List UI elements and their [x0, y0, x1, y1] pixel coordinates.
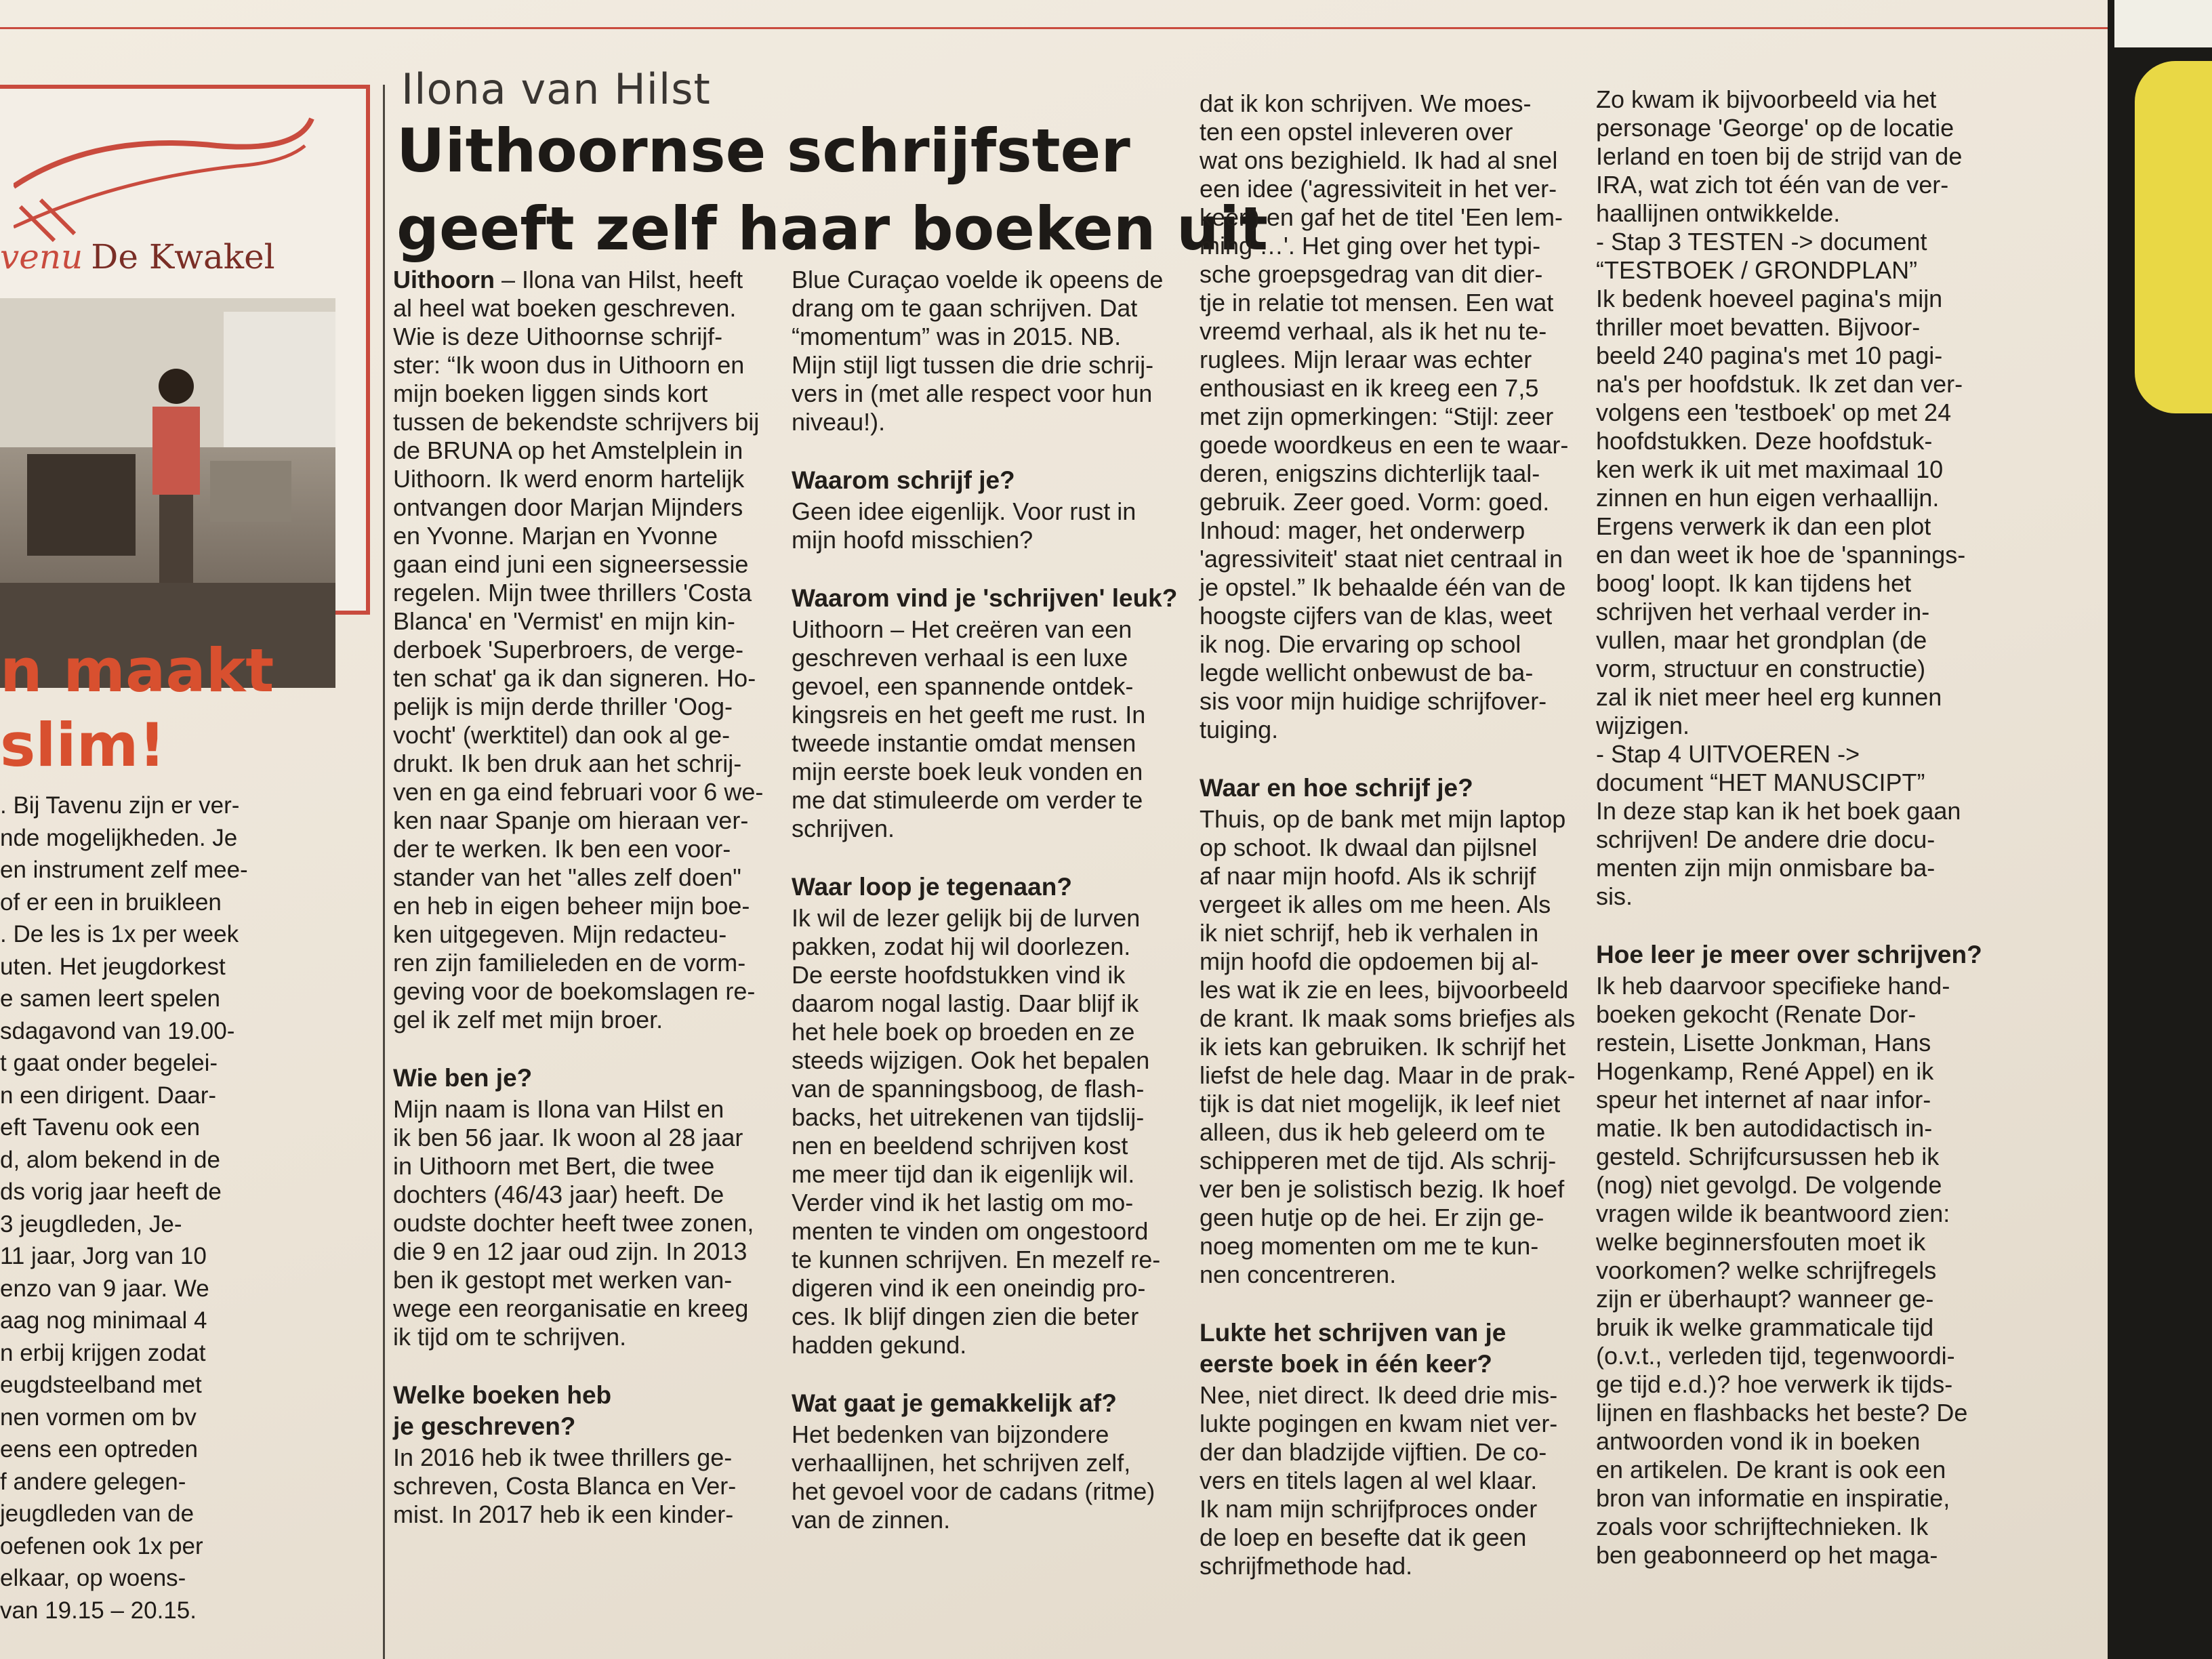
- text-line: (o.v.t., verleden tijd, tegenwoordi-: [1596, 1342, 1955, 1370]
- sidebar-photo: [0, 298, 335, 688]
- text-line: ik niet schrijf, heb ik verhalen in: [1200, 919, 1539, 947]
- question-heading: Waar en hoe schrijf je?: [1200, 774, 1473, 802]
- text-line: ken werk ik uit met maximaal 10: [1596, 455, 1944, 483]
- text-line: Uithoorn. Ik werd enorm hartelijk: [393, 465, 745, 493]
- text-line: personage 'George' op de locatie: [1596, 114, 1954, 142]
- text-line: thriller moet bevatten. Bijvoor-: [1596, 313, 1921, 341]
- text-line: ver ben je solistisch bezig. Ik hoef: [1200, 1175, 1565, 1203]
- text-line: ten schat' ga ik dan signeren. Ho-: [393, 664, 756, 692]
- text-line: ster: “Ik woon dus in Uithoorn en: [393, 351, 745, 379]
- sidebar-text-line: enzo van 9 jaar. We: [0, 1275, 209, 1302]
- text-line: vorm, structuur en constructie): [1596, 655, 1926, 682]
- text-line: (nog) niet gevolgd. De volgende: [1596, 1171, 1942, 1199]
- text-line: gesteld. Schrijfcursussen heb ik: [1596, 1143, 1940, 1170]
- text-line: voorkomen? welke schrijfregels: [1596, 1256, 1937, 1284]
- text-line: na's per hoofdstuk. Ik zet dan ver-: [1596, 370, 1963, 398]
- text-line: der te werken. Ik ben een voor-: [393, 835, 731, 863]
- text-line: mist. In 2017 heb ik een kinder-: [393, 1500, 734, 1528]
- text-line: Blanca' en 'Vermist' en mijn kin-: [393, 607, 735, 635]
- text-line: wat ons bezighield. Ik had al snel: [1200, 146, 1558, 174]
- article-column-1: [393, 266, 773, 1529]
- text-line: sche groepsgedrag van dit dier-: [1200, 260, 1543, 288]
- text-line: In deze stap kan ik het boek gaan: [1596, 797, 1961, 825]
- text-line: 'agressiviteit' staat niet centraal in: [1200, 545, 1563, 573]
- paragraph-gap: [1200, 1289, 1606, 1319]
- question-heading: Waarom schrijf je?: [792, 466, 1015, 494]
- text-line: de krant. Ik maak soms briefjes als: [1200, 1004, 1576, 1032]
- text-line: ben ik gestopt met werken van-: [393, 1266, 733, 1294]
- text-line: Inhoud: mager, het onderwerp: [1200, 516, 1525, 544]
- text-line: schrijven het verhaal verder in-: [1596, 598, 1930, 626]
- text-line: restein, Lisette Jonkman, Hans: [1596, 1029, 1931, 1057]
- question-heading: Welke boeken heb: [393, 1381, 612, 1409]
- text-line: gebruik. Zeer goed. Vorm: goed.: [1200, 488, 1550, 516]
- text-line: niveau!).: [792, 408, 886, 436]
- sidebar-text-line: 3 jeugdleden, Je-: [0, 1210, 182, 1237]
- top-rule: [0, 27, 2108, 29]
- text-line: drukt. Ik ben druk aan het schrij-: [393, 750, 742, 777]
- sidebar-text-line: jeugdleden van de: [0, 1500, 194, 1527]
- text-line: nen en beeldend schrijven kost: [792, 1132, 1128, 1160]
- text-line: Uithoorn – Het creëren van een: [792, 615, 1132, 643]
- text-line: die 9 en 12 jaar oud zijn. In 2013: [393, 1237, 747, 1265]
- text-span: – Ilona van Hilst, heeft: [494, 266, 743, 293]
- text-line: dat ik kon schrijven. We moes-: [1200, 89, 1532, 117]
- logo-part-2: De Kwakel: [91, 237, 275, 276]
- sidebar-headline: [0, 634, 274, 783]
- text-line: Blue Curaçao voelde ik opeens de: [792, 266, 1164, 293]
- text-line: welke beginnersfouten moet ik: [1596, 1228, 1926, 1256]
- sidebar-text-line: en instrument zelf mee-: [0, 857, 248, 883]
- sidebar-text-line: van 19.15 – 20.15.: [0, 1597, 197, 1624]
- text-line: vers en titels lagen al wel klaar.: [1200, 1467, 1538, 1494]
- text-line: keer') en gaf het de titel 'Een lem-: [1200, 203, 1563, 231]
- article-column-4: [1596, 85, 2084, 1570]
- sidebar-text-line: of er een in bruikleen: [0, 888, 222, 916]
- text-line: menten te vinden om ongestoord: [792, 1217, 1149, 1245]
- text-line: haallijnen ontwikkelde.: [1596, 199, 1841, 227]
- sidebar-text-line: . Bij Tavenu zijn er ver-: [0, 792, 240, 819]
- text-line: me dat stimuleerde om verder te: [792, 786, 1143, 814]
- background-yellow-object: [2135, 61, 2212, 413]
- text-line: deren, enigszins dichterlijk taal-: [1200, 459, 1540, 487]
- text-line: tweede instantie omdat mensen: [792, 729, 1136, 757]
- text-line: mijn boeken liggen sinds kort: [393, 380, 708, 407]
- text-line: schipperen met de tijd. Als schrij-: [1200, 1147, 1557, 1174]
- text-line: Ergens verwerk ik dan een plot: [1596, 512, 1931, 540]
- text-line: hadden gekund.: [792, 1331, 967, 1359]
- sidebar-text-line: oefenen ook 1x per: [0, 1532, 203, 1559]
- text-line: ontvangen door Marjan Mijnders: [393, 493, 743, 521]
- text-line: tuiging.: [1200, 716, 1279, 743]
- text-line: je opstel.” Ik behaalde één van de: [1200, 573, 1566, 601]
- text-line: het hele boek op broeden en ze: [792, 1018, 1135, 1046]
- text-line: geschreven verhaal is een luxe: [792, 644, 1128, 672]
- text-line: bron van informatie en inspiratie,: [1596, 1484, 1950, 1512]
- text-line: der dan bladzijde vijftien. De co-: [1200, 1438, 1547, 1466]
- text-line: vullen, maar het grondplan (de: [1596, 626, 1927, 654]
- sidebar-text-line: ds vorig jaar heeft de: [0, 1179, 222, 1205]
- text-line: wege een reorganisatie en kreeg: [393, 1294, 749, 1322]
- paragraph-gap: [792, 843, 1185, 873]
- text-line: dochters (46/43 jaar) heeft. De: [393, 1181, 724, 1208]
- text-line: ren zijn familieleden en de vorm-: [393, 949, 746, 977]
- sidebar-text-line: nen vormen om bv: [0, 1404, 197, 1431]
- text-line: Ierland en toen bij de strijd van de: [1596, 142, 1963, 170]
- sidebar-headline-line: n maakt: [0, 636, 274, 705]
- sidebar-text-line: e samen leert spelen: [0, 985, 220, 1012]
- text-line: geving voor de boekomslagen re-: [393, 977, 756, 1005]
- sidebar-text-line: eft Tavenu ook een: [0, 1114, 201, 1141]
- text-line: Ik nam mijn schrijfproces onder: [1200, 1495, 1538, 1523]
- text-line: Ik bedenk hoeveel pagina's mijn: [1596, 285, 1943, 312]
- text-line: “TESTBOEK / GRONDPLAN”: [1596, 256, 1918, 284]
- text-line: sis voor mijn huidige schrijfover-: [1200, 687, 1547, 715]
- text-line: Zo kwam ik bijvoorbeeld via het: [1596, 85, 1937, 113]
- text-line: Ik heb daarvoor specifieke hand-: [1596, 972, 1950, 1000]
- text-line: sis.: [1596, 882, 1633, 910]
- text-line: drang om te gaan schrijven. Dat: [792, 294, 1138, 322]
- text-line: en dan weet ik hoe de 'spannings-: [1596, 541, 1966, 569]
- text-line: de loep en besefte dat ik geen: [1200, 1523, 1527, 1551]
- text-line: en heb in eigen beheer mijn boe-: [393, 892, 750, 920]
- text-line: gaan eind juni een signeersessie: [393, 550, 749, 578]
- text-line: me meer tijd dan ik eigenlijk wil.: [792, 1160, 1135, 1188]
- text-line: volgens een 'testboek' op met 24: [1596, 398, 1952, 426]
- paragraph-gap: [1596, 911, 2084, 941]
- text-line: ik tijd om te schrijven.: [393, 1323, 627, 1351]
- text-line: antwoorden vond ik in boeken: [1596, 1427, 1921, 1455]
- text-line: gevoel, een spannende ontdek-: [792, 672, 1134, 700]
- sidebar-logo: [0, 237, 275, 276]
- text-line: noeg momenten om me te kun-: [1200, 1232, 1539, 1260]
- text-line: - Stap 3 TESTEN -> document: [1596, 228, 1927, 255]
- text-line: Hogenkamp, René Appel) en ik: [1596, 1057, 1934, 1085]
- text-line: ik ben 56 jaar. Ik woon al 28 jaar: [393, 1124, 743, 1151]
- article-column-2: [792, 266, 1185, 1534]
- question-heading: Wie ben je?: [393, 1064, 533, 1092]
- text-line: ruglees. Mijn leraar was echter: [1200, 346, 1532, 373]
- text-line: beeld 240 pagina's met 10 pagi-: [1596, 342, 1943, 369]
- sidebar-text-line: . De les is 1x per week: [0, 921, 239, 947]
- text-line: speur het internet af naar infor-: [1596, 1086, 1931, 1113]
- text-line: mijn hoofd die opdoemen bij al-: [1200, 947, 1539, 975]
- text-line: het gevoel voor de cadans (ritme): [792, 1477, 1155, 1505]
- text-line: lukte pogingen en kwam niet ver-: [1200, 1410, 1558, 1437]
- text-line: backs, het uitrekenen van tijdslij-: [792, 1103, 1145, 1131]
- text-line: tussen de bekendste schrijvers bij: [393, 408, 760, 436]
- text-line: ken uitgegeven. Mijn redacteu-: [393, 920, 727, 948]
- text-line: kingsreis en het geeft me rust. In: [792, 701, 1146, 729]
- text-line: mijn eerste boek leuk vonden en: [792, 758, 1143, 785]
- text-line: ik nog. Die ervaring op school: [1200, 630, 1521, 658]
- text-line: ten een opstel inleveren over: [1200, 118, 1513, 146]
- text-line: alleen, dus ik heb geleerd om te: [1200, 1118, 1546, 1146]
- article-headline: [396, 112, 1268, 268]
- sidebar-text-line: eens een optreden: [0, 1436, 198, 1462]
- text-line: matie. Ik ben autodidactisch in-: [1596, 1114, 1933, 1142]
- text-line: Ik wil de lezer gelijk bij de lurven: [792, 904, 1141, 932]
- sidebar-text-line: eugdsteelband met: [0, 1372, 202, 1398]
- text-line: Nee, niet direct. Ik deed drie mis-: [1200, 1381, 1558, 1409]
- text-line: Verder vind ik het lastig om mo-: [792, 1189, 1134, 1216]
- text-line: Wie is deze Uithoornse schrijf-: [393, 323, 723, 350]
- sidebar-text-line: n erbij krijgen zodat: [0, 1339, 206, 1366]
- text-line: vocht' (werktitel) dan ook al ge-: [393, 721, 731, 749]
- lead-place: Uithoorn: [393, 266, 495, 293]
- text-line: en artikelen. De krant is ook een: [1596, 1456, 1946, 1483]
- sidebar-text-line: d, alom bekend in de: [0, 1146, 220, 1173]
- text-line: les wat ik zie en lees, bijvoorbeeld: [1200, 976, 1569, 1004]
- text-line: “momentum” was in 2015. NB.: [792, 323, 1122, 350]
- text-line: - Stap 4 UITVOEREN ->: [1596, 740, 1860, 768]
- column-divider: [383, 85, 385, 1659]
- text-line: ge tijd e.d.)? hoe verwerk ik tijds-: [1596, 1370, 1953, 1398]
- text-line: van de spanningsboog, de flash-: [792, 1075, 1145, 1103]
- text-line: op schoot. Ik dwaal dan pijlsnel: [1200, 834, 1538, 861]
- text-line: ik iets kan gebruiken. Ik schrijf het: [1200, 1033, 1566, 1061]
- text-line: en Yvonne. Marjan en Yvonne: [393, 522, 718, 550]
- text-line: oudste dochter heeft twee zonen,: [393, 1209, 754, 1237]
- sidebar-text-line: t gaat onder begelei-: [0, 1050, 218, 1076]
- text-line: tijk is dat niet mogelijk, ik leef niet: [1200, 1090, 1561, 1118]
- sidebar-text-line: sdagavond van 19.00-: [0, 1017, 235, 1044]
- text-line: digeren vind ik een oneindig pro-: [792, 1274, 1146, 1302]
- sidebar-text-line: 11 jaar, Jorg van 10: [0, 1243, 207, 1269]
- paragraph-gap: [792, 554, 1185, 584]
- text-line: hoofdstukken. Deze hoofdstuk-: [1596, 427, 1933, 455]
- question-heading: je geschreven?: [393, 1412, 576, 1440]
- text-line: Het bedenken van bijzondere: [792, 1420, 1109, 1448]
- sidebar-text-line: elkaar, op woens-: [0, 1565, 186, 1591]
- text-line: document “HET MANUSCIPT”: [1596, 769, 1925, 796]
- text-line: vergeet ik alles om me heen. Als: [1200, 890, 1551, 918]
- text-line: schrijven! De andere drie docu-: [1596, 825, 1936, 853]
- text-line: hoogste cijfers van de klas, weet: [1200, 602, 1553, 630]
- text-line: pelijk is mijn derde thriller 'Oog-: [393, 693, 733, 720]
- text-line: schrijfmethode had.: [1200, 1552, 1413, 1580]
- text-line: menten zijn mijn onmisbare ba-: [1596, 854, 1936, 882]
- question-heading: Waarom vind je 'schrijven' leuk?: [792, 584, 1178, 612]
- text-line: ming …'. Het ging over het typi-: [1200, 232, 1541, 260]
- sidebar-text-line: uten. Het jeugdorkest: [0, 953, 226, 980]
- text-line: Mijn stijl ligt tussen die drie schrij-: [792, 351, 1154, 379]
- question-heading: eerste boek in één keer?: [1200, 1350, 1492, 1378]
- text-line: liefst de hele dag. Maar in de prak-: [1200, 1061, 1576, 1089]
- sidebar-headline-line: slim!: [0, 710, 166, 780]
- text-line: Geen idee eigenlijk. Voor rust in: [792, 497, 1136, 525]
- byline: Ilona van Hilst: [401, 64, 711, 114]
- text-line: goede woordkeus en een te waar-: [1200, 431, 1569, 459]
- text-line: mijn hoofd misschien?: [792, 526, 1033, 554]
- text-line: in Uithoorn met Bert, die twee: [393, 1152, 715, 1180]
- text-line: wijzigen.: [1596, 712, 1690, 739]
- text-line: al heel wat boeken geschreven.: [393, 294, 737, 322]
- text-line: af naar mijn hoofd. Als ik schrijf: [1200, 862, 1536, 890]
- text-line: nen concentreren.: [1200, 1261, 1397, 1288]
- text-line: boeken gekocht (Renate Dor-: [1596, 1000, 1917, 1028]
- headline-line: Uithoornse schrijfster: [396, 116, 1130, 186]
- text-line: vers in (met alle respect voor hun: [792, 380, 1153, 407]
- text-line: enthousiast en ik kreeg een 7,5: [1200, 374, 1539, 402]
- text-line: zoals voor schrijftechnieken. Ik: [1596, 1513, 1929, 1540]
- text-line: schrijven.: [792, 815, 895, 842]
- text-line: zijn er überhaupt? wanneer ge-: [1596, 1285, 1934, 1313]
- text-line: Mijn naam is Ilona van Hilst en: [393, 1095, 724, 1123]
- text-line: daarom nogal lastig. Daar blijf ik: [792, 989, 1139, 1017]
- text-line: ven en ga eind februari voor 6 we-: [393, 778, 764, 806]
- text-line: de BRUNA op het Amstelplein in: [393, 436, 743, 464]
- text-line: gel ik zelf met mijn broer.: [393, 1006, 663, 1033]
- photo-scene: [0, 298, 335, 688]
- text-line: ces. Ik blijf dingen zien die beter: [792, 1303, 1139, 1330]
- logo-part-1: venu: [0, 237, 83, 276]
- text-line: schreven, Costa Blanca en Ver-: [393, 1472, 737, 1500]
- paragraph-gap: [1200, 744, 1606, 774]
- text-line: In 2016 heb ik twee thrillers ge-: [393, 1443, 733, 1471]
- text-line: legde wellicht onbewust de ba-: [1200, 659, 1534, 687]
- text-line: met zijn opmerkingen: “Stijl: zeer: [1200, 403, 1554, 430]
- paragraph-gap: [792, 1359, 1185, 1389]
- text-line: een idee ('agressiviteit in het ver-: [1200, 175, 1557, 203]
- text-line: te kunnen schrijven. En mezelf re-: [792, 1246, 1161, 1273]
- article-column-3: [1200, 89, 1606, 1580]
- paragraph-gap: [792, 436, 1185, 466]
- text-line: van de zinnen.: [792, 1506, 951, 1534]
- sidebar-body: [0, 790, 312, 1626]
- text-line: boog' loopt. Ik kan tijdens het: [1596, 569, 1912, 597]
- question-heading: Lukte het schrijven van je: [1200, 1319, 1507, 1347]
- text-line: verhaallijnen, het schrijven zelf,: [792, 1449, 1131, 1477]
- text-line: stander van het "alles zelf doen": [393, 863, 741, 891]
- text-line: tje in relatie tot mensen. Een wat: [1200, 289, 1554, 316]
- question-heading: Waar loop je tegenaan?: [792, 873, 1072, 901]
- text-line: steeds wijzigen. Ook het bepalen: [792, 1046, 1150, 1074]
- text-line: bruik ik welke grammaticale tijd: [1596, 1313, 1934, 1341]
- background-paper-corner: [2114, 0, 2212, 47]
- sidebar-text-line: n een dirigent. Daar-: [0, 1082, 217, 1109]
- text-line: pakken, zodat hij wil doorlezen.: [792, 933, 1131, 960]
- sidebar-text-line: f andere gelegen-: [0, 1468, 186, 1495]
- text-line: De eerste hoofdstukken vind ik: [792, 961, 1126, 989]
- text-line: lijnen en flashbacks het beste? De: [1596, 1399, 1968, 1427]
- paragraph-gap: [393, 1034, 773, 1064]
- question-heading: Wat gaat je gemakkelijk af?: [792, 1389, 1117, 1417]
- text-line: vreemd verhaal, als ik het nu te-: [1200, 317, 1547, 345]
- text-line: derboek 'Superbroers, de verge-: [393, 636, 744, 663]
- question-heading: Hoe leer je meer over schrijven?: [1596, 941, 1982, 968]
- sidebar-article: [0, 85, 374, 1659]
- headline-line: geeft zelf haar boeken uit: [396, 194, 1268, 264]
- text-line: regelen. Mijn twee thrillers 'Costa: [393, 579, 752, 607]
- text-line: ken naar Spanje om hieraan ver-: [393, 806, 749, 834]
- sidebar-text-line: aag nog minimaal 4: [0, 1307, 207, 1334]
- text-line: IRA, wat zich tot één van de ver-: [1596, 171, 1949, 199]
- text-line: [393, 266, 773, 294]
- text-line: zinnen en hun eigen verhaallijn.: [1596, 484, 1940, 512]
- paragraph-gap: [393, 1351, 773, 1381]
- text-line: ben geabonneerd op het maga-: [1596, 1541, 1938, 1569]
- sidebar-text-line: nde mogelijkheden. Je: [0, 824, 238, 851]
- text-line: geen hutje op de hei. Er zijn ge-: [1200, 1204, 1544, 1231]
- text-line: zal ik niet meer heel erg kunnen: [1596, 683, 1942, 711]
- text-line: Thuis, op de bank met mijn laptop: [1200, 805, 1566, 833]
- text-line: vragen wilde ik beantwoord zien:: [1596, 1200, 1950, 1227]
